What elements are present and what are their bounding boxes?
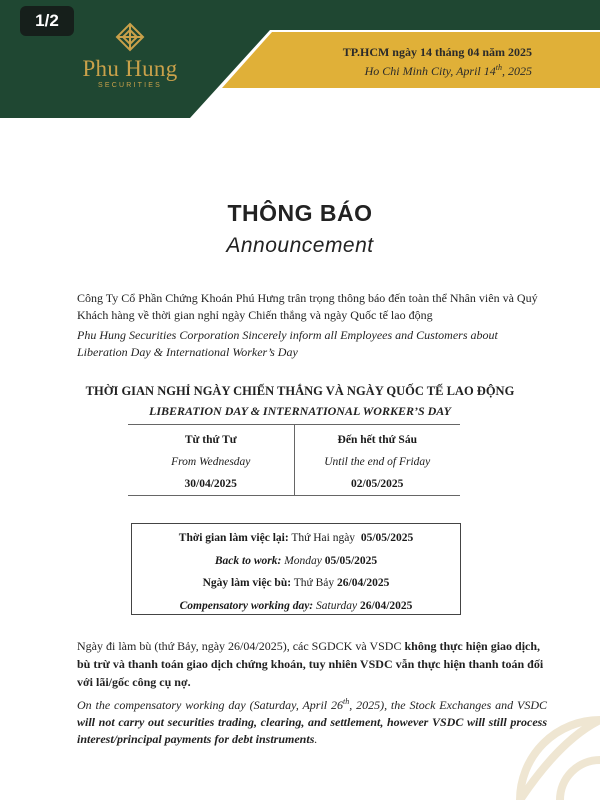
back-to-work-vietnamese: Thời gian làm việc lại: Thứ Hai ngày 05/05/2025 <box>178 532 414 544</box>
from-date: 30/04/2025 <box>184 478 237 490</box>
compensatory-day-english: Compensatory working day: Saturday 26/04/2025 <box>179 599 413 612</box>
notice-english: On the compensatory working day (Saturday, April 26th, 2025), the Stock Exchanges and VSDC will not carry out securities trading, clearing, and settlement, however VSDC will still process interest/principal payments for debt instruments. <box>77 697 547 746</box>
decorative-pattern <box>450 680 600 800</box>
work-schedule-box <box>131 523 461 615</box>
to-label-vietnamese: Đến hết thứ Sáu <box>337 434 417 446</box>
holiday-heading-english: LIBERATION DAY & INTERNATIONAL WORKER’S DAY <box>149 404 451 418</box>
date-english: Ho Chi Minh City, April 14th, 2025 <box>364 63 532 78</box>
back-to-work-english: Back to work: Monday 05/05/2025 <box>214 554 378 567</box>
date-vietnamese: TP.HCM ngày 14 tháng 04 năm 2025 <box>342 45 532 59</box>
title-vietnamese: THÔNG BÁO <box>227 200 373 226</box>
intro-vietnamese: Công Ty Cổ Phần Chứng Khoán Phú Hưng trân trọng thông báo đến toàn thể Nhân viên và Quý Khách hàng về thời gian nghỉ ngày Chiến thắng và ngày Quốc tế lao động <box>77 291 538 322</box>
from-label-english: From Wednesday <box>171 456 251 468</box>
compensatory-day-vietnamese: Ngày làm việc bù: Thứ Bảy 26/04/2025 <box>202 577 390 589</box>
from-label-vietnamese: Từ thứ Tư <box>184 434 237 446</box>
notice-vietnamese: Ngày đi làm bù (thứ Bảy, ngày 26/04/2025), các SGDCK và VSDC không thực hiện giao dịch, bù trừ và thanh toán giao dịch chứng khoán, tuy nhiên VSDC vẫn thực hiện thanh toán đối với lãi/gốc công cụ nợ. <box>77 639 544 689</box>
intro-english: Phu Hung Securities Corporation Sincerely inform all Employees and Customers about Liberation Day & International Worker’s Day <box>77 328 498 359</box>
banner-gold <box>222 32 600 88</box>
holiday-to-column <box>294 425 461 495</box>
to-date: 02/05/2025 <box>351 478 404 490</box>
logo-name: Phu Hung <box>82 56 178 81</box>
holiday-heading-vietnamese: THỜI GIAN NGHỈ NGÀY CHIẾN THẮNG VÀ NGÀY QUỐC TẾ LAO ĐỘNG <box>85 384 515 398</box>
page-counter: 1/2 <box>20 6 74 36</box>
company-logo <box>70 22 190 89</box>
logo-knot-icon <box>113 22 147 52</box>
holiday-from-column <box>128 425 294 495</box>
logo-subtitle: SECURITIES <box>97 82 162 89</box>
holiday-period-table <box>128 424 460 496</box>
to-label-english: Until the end of Friday <box>324 456 431 468</box>
title-english: Announcement <box>226 234 374 257</box>
